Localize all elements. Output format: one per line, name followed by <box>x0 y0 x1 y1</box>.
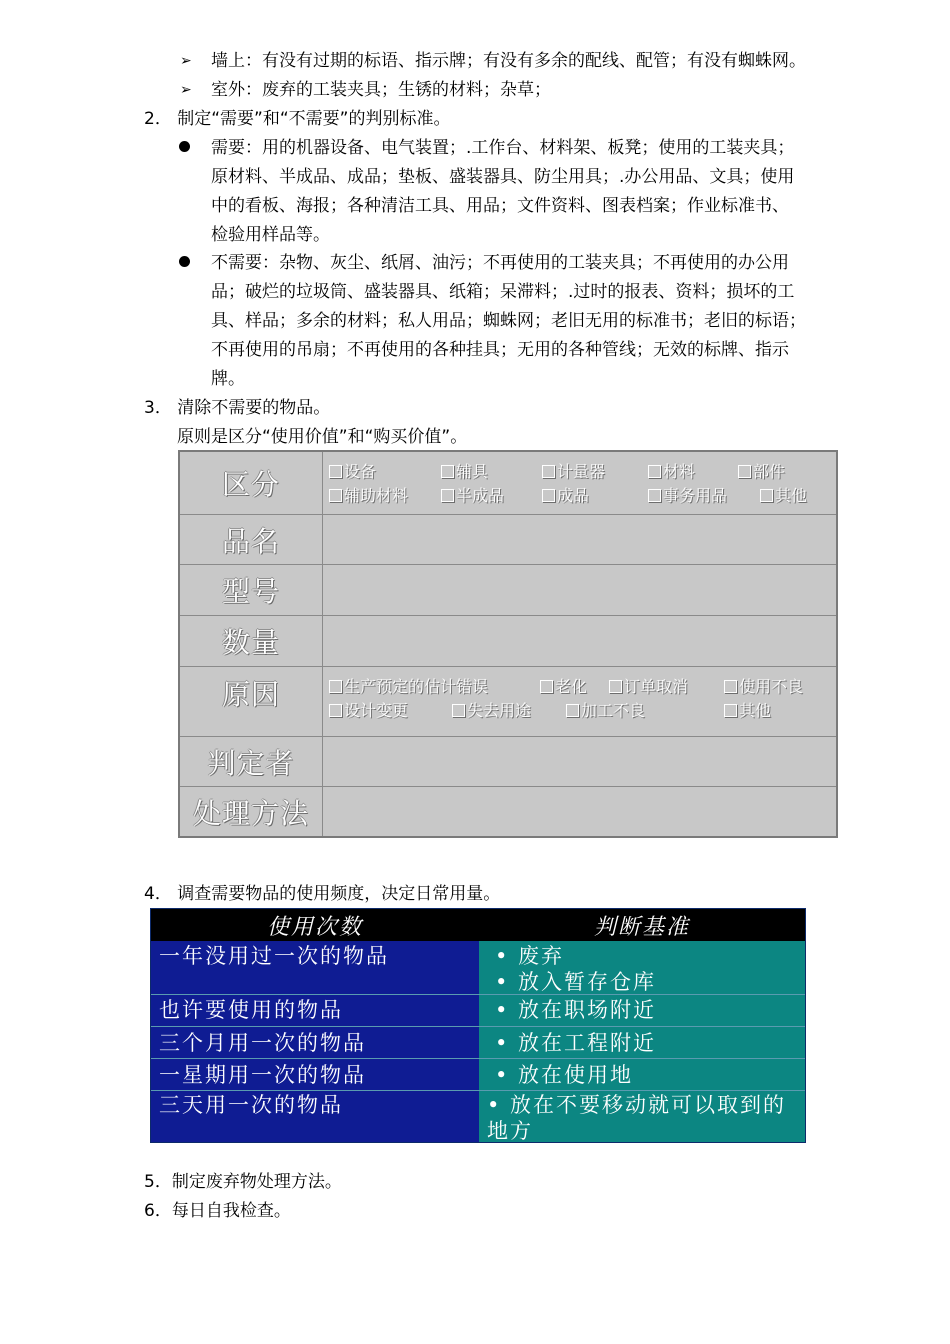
bullet-outdoor: 室外：废弃的工装夹具；生锈的材料；杂草； <box>211 80 551 100</box>
not-need-line-4: 不再使用的吊扇；不再使用的各种挂具；无用的各种管线；无效的标牌、指示 <box>211 340 789 360</box>
form-field-model[interactable] <box>323 565 836 615</box>
form-label-category: 区分 <box>180 452 323 514</box>
reason-option[interactable]: 设计变更 <box>329 698 408 721</box>
checkbox-icon <box>760 489 773 502</box>
form-field-name[interactable] <box>323 515 836 564</box>
step-3-title: 3． 清除不需要的物品。 <box>144 398 331 418</box>
not-need-line-5: 牌。 <box>211 369 245 389</box>
form-label-judge: 判定者 <box>180 737 323 786</box>
form-label-quantity: 数量 <box>180 616 323 666</box>
usage-cell: 三天用一次的物品 <box>151 1090 479 1142</box>
usage-cell: 一星期用一次的物品 <box>151 1058 479 1090</box>
reason-option[interactable]: 订单取消 <box>609 674 688 697</box>
form-field-quantity[interactable] <box>323 616 836 666</box>
category-option[interactable]: 半成品 <box>441 483 504 506</box>
row-divider <box>151 1058 805 1059</box>
criteria-cell: • 放在职场附近 <box>479 994 805 1026</box>
form-field-judge[interactable] <box>323 737 836 786</box>
usage-cell: 也许要使用的物品 <box>151 994 479 1026</box>
usage-frequency-table <box>150 908 806 1143</box>
checkbox-icon <box>724 704 737 717</box>
checkbox-icon <box>452 704 465 717</box>
reason-option[interactable]: 失去用途 <box>452 698 531 721</box>
form-row-method <box>180 787 836 836</box>
row-divider <box>151 994 805 995</box>
form-row-model <box>180 565 836 616</box>
need-line-4: 检验用样品等。 <box>211 225 330 245</box>
checkbox-icon <box>648 489 661 502</box>
need-line-1: 需要：用的机器设备、电气装置；.工作台、材料架、板凳；使用的工装夹具； <box>211 138 795 158</box>
step-3-principle: 原则是区分“使用价值”和“购买价值”。 <box>177 427 468 447</box>
category-option[interactable]: 其他 <box>760 483 807 506</box>
category-option[interactable]: 辅具 <box>441 459 488 482</box>
checkbox-icon <box>441 465 454 478</box>
reason-options <box>323 667 836 736</box>
checkbox-icon <box>540 680 553 693</box>
form-label-name: 品名 <box>180 515 323 564</box>
not-need-line-3: 具、样品；多余的材料；私人用品；蜘蛛网；老旧无用的标准书；老旧的标语； <box>211 311 806 331</box>
bullet-dot-icon <box>179 141 190 152</box>
form-field-method[interactable] <box>323 787 836 836</box>
form-label-reason: 原因 <box>180 667 323 736</box>
checkbox-icon <box>542 465 555 478</box>
form-row-category <box>180 452 836 515</box>
reason-option[interactable]: 使用不良 <box>724 674 803 697</box>
criteria-cell: • 放在工程附近 <box>479 1026 805 1058</box>
step-2-title: 2． 制定“需要”和“不需要”的判别标准。 <box>144 109 451 129</box>
category-option[interactable]: 部件 <box>738 459 785 482</box>
checkbox-icon <box>542 489 555 502</box>
need-line-3: 中的看板、海报；各种清洁工具、用品；文件资料、图表档案；作业标准书、 <box>211 196 789 216</box>
not-need-line-2: 品；破烂的垃圾筒、盛装器具、纸箱；呆滞料；.过时的报表、资料；损坏的工 <box>211 282 795 302</box>
form-row-quantity <box>180 616 836 667</box>
form-row-reason <box>180 667 836 737</box>
header-criteria: 判断基准 <box>479 909 805 941</box>
category-options <box>323 452 836 514</box>
step-4-title: 4． 调查需要物品的使用频度，决定日常用量。 <box>144 884 501 904</box>
usage-cell: 三个月用一次的物品 <box>151 1026 479 1058</box>
checkbox-icon <box>724 680 737 693</box>
usage-cell: 一年没用过一次的物品 <box>151 941 479 994</box>
form-row-judge <box>180 737 836 787</box>
criteria-cell: • 放在使用地 <box>479 1058 805 1090</box>
step-5-title: 5．制定废弃物处理方法。 <box>144 1172 342 1192</box>
checkbox-icon <box>329 465 342 478</box>
category-option[interactable]: 事务用品 <box>648 483 727 506</box>
not-need-line-1: 不需要：杂物、灰尘、纸屑、油污；不再使用的工装夹具；不再使用的办公用 <box>211 253 789 273</box>
category-option[interactable]: 辅助材料 <box>329 483 408 506</box>
category-option[interactable]: 计量器 <box>542 459 605 482</box>
header-usage-count: 使用次数 <box>151 909 479 941</box>
reason-option[interactable]: 老化 <box>540 674 587 697</box>
row-divider <box>151 1026 805 1027</box>
arrow-bullet-icon: ➢ <box>180 53 192 69</box>
category-option[interactable]: 成品 <box>542 483 589 506</box>
checkbox-icon <box>609 680 622 693</box>
checkbox-icon <box>329 489 342 502</box>
criteria-cell: • 放在不要移动就可以取到的地方 <box>479 1090 805 1142</box>
need-line-2: 原材料、半成品、成品；垫板、盛装器具、防尘用具；.办公用品、文具；使用 <box>211 167 795 187</box>
bullet-wall: 墙上：有没有过期的标语、指示牌；有没有多余的配线、配管；有没有蜘蛛网。 <box>211 51 806 71</box>
checkbox-icon <box>441 489 454 502</box>
disposal-form-table <box>178 450 838 838</box>
arrow-bullet-icon: ➢ <box>180 82 192 98</box>
form-label-model: 型号 <box>180 565 323 615</box>
checkbox-icon <box>566 704 579 717</box>
checkbox-icon <box>648 465 661 478</box>
category-option[interactable]: 设备 <box>329 459 376 482</box>
checkbox-icon <box>738 465 751 478</box>
row-divider <box>151 1090 805 1091</box>
form-row-name <box>180 515 836 565</box>
bullet-dot-icon <box>179 256 190 267</box>
category-option[interactable]: 材料 <box>648 459 695 482</box>
step-6-title: 6．每日自我检查。 <box>144 1201 291 1221</box>
reason-option[interactable]: 加工不良 <box>566 698 645 721</box>
reason-option[interactable]: 生产预定的估计错误 <box>329 674 488 697</box>
form-label-method: 处理方法 <box>180 787 323 836</box>
criteria-cell: • 废弃 • 放入暂存仓库 <box>479 941 805 994</box>
reason-option[interactable]: 其他 <box>724 698 771 721</box>
checkbox-icon <box>329 704 342 717</box>
checkbox-icon <box>329 680 342 693</box>
